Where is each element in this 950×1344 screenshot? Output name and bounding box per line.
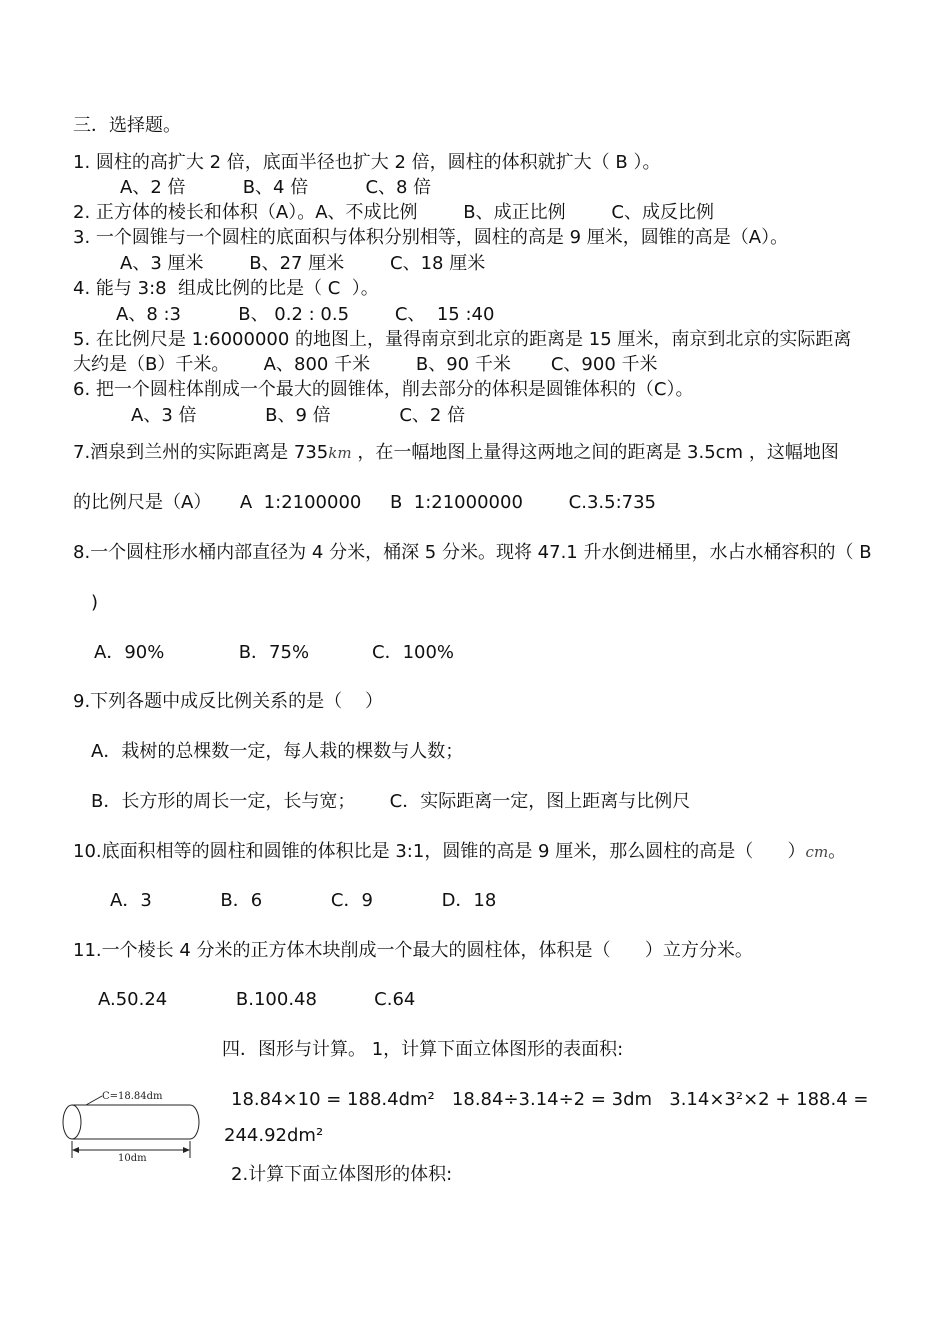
- cylinder-figure: [58, 1082, 208, 1167]
- section-4-heading: 四．图形与计算。 1，计算下面立体图形的表面积:: [222, 1039, 624, 1060]
- sub-question-2: 2.计算下面立体图形的体积:: [231, 1164, 453, 1185]
- question-10-options: A．3 B．6 C．9 D．18: [110, 890, 497, 911]
- question-11-stem: 11.一个棱长 4 分米的正方体木块削成一个最大的圆柱体，体积是（ ）立方分米。: [73, 940, 753, 961]
- question-9-stem: 9.下列各题中成反比例关系的是（ ）: [73, 691, 384, 712]
- dimension-arrow-left: [72, 1147, 79, 1153]
- label-leader-line: [86, 1096, 102, 1105]
- question-2-stem: 2. 正方体的棱长和体积（A）。A、不成比例 B、成正比例 C、成反比例: [73, 202, 714, 223]
- cylinder-right-arc: [190, 1105, 199, 1139]
- question-8-options: A．90% B．75% C．100%: [94, 642, 455, 663]
- question-6-options: A、3 倍 B、9 倍 C、2 倍: [131, 405, 466, 426]
- length-label: 10dm: [118, 1153, 147, 1164]
- question-7-stem: [73, 441, 839, 465]
- question-7-line2: 的比例尺是（A） A 1:2100000 B 1:21000000 C.3.5:735: [73, 492, 657, 513]
- circumference-label: C=18.84dm: [102, 1091, 163, 1102]
- question-4-stem: 4. 能与 3:8 组成比例的比是（ C ）。: [73, 278, 379, 299]
- cylinder-left-face: [63, 1105, 81, 1139]
- question-8-close: ): [91, 592, 99, 613]
- km-unit: km: [328, 444, 352, 462]
- dimension-arrow-right: [183, 1147, 190, 1153]
- question-9-options-bc: B．长方形的周长一定，长与宽； C．实际距离一定，图上距离与比例尺: [91, 791, 691, 812]
- question-5-line2: 大约是（B）千米。 A、800 千米 B、90 千米 C、900 千米: [73, 354, 658, 375]
- question-4-options: A、8 :3 B、 0.2 : 0.5 C、 15 :40: [116, 304, 495, 325]
- question-10-stem: [73, 840, 846, 864]
- answer-line-1: 18.84×10 = 188.4dm² 18.84÷3.14÷2 = 3dm 3.14×3²×2 + 188.4 =: [231, 1089, 869, 1110]
- question-10-stem-a: 10.底面积相等的圆柱和圆锥的体积比是 3:1，圆锥的高是 9 厘米，那么圆柱的高是（ ）: [73, 841, 806, 862]
- question-8-stem: 8.一个圆柱形水桶内部直径为 4 分米，桶深 5 分米。现将 47.1 升水倒进桶里，水占水桶容积的（ B: [73, 542, 872, 563]
- answer-line-2: 244.92dm²: [224, 1125, 324, 1146]
- question-3-options: A、3 厘米 B、27 厘米 C、18 厘米: [120, 253, 486, 274]
- question-9-option-a: A．栽树的总棵数一定，每人栽的棵数与人数；: [91, 741, 464, 762]
- question-6-stem: 6. 把一个圆柱体削成一个最大的圆锥体，削去部分的体积是圆锥体积的（C）。: [73, 379, 694, 400]
- question-7-stem-a: 7.酒泉到兰州的实际距离是 735: [73, 442, 329, 463]
- cm-unit: cm: [805, 843, 829, 861]
- question-11-options: A.50.24 B.100.48 C.64: [98, 989, 416, 1010]
- question-10-stem-b: 。: [828, 841, 847, 862]
- question-3-stem: 3. 一个圆锥与一个圆柱的底面积与体积分别相等，圆柱的高是 9 厘米，圆锥的高是（A）。: [73, 227, 789, 248]
- question-7-stem-b: ，在一幅地图上量得这两地之间的距离是 3.5cm ，这幅地图: [351, 442, 839, 463]
- question-1-stem: 1. 圆柱的高扩大 2 倍，底面半径也扩大 2 倍，圆柱的体积就扩大（ B ）。: [73, 152, 661, 173]
- question-5-stem: 5. 在比例尺是 1:6000000 的地图上，量得南京到北京的距离是 15 厘米，南京到北京的实际距离: [73, 329, 852, 350]
- section-3-heading: 三．选择题。: [73, 115, 181, 136]
- question-1-options: A、2 倍 B、4 倍 C、8 倍: [120, 177, 432, 198]
